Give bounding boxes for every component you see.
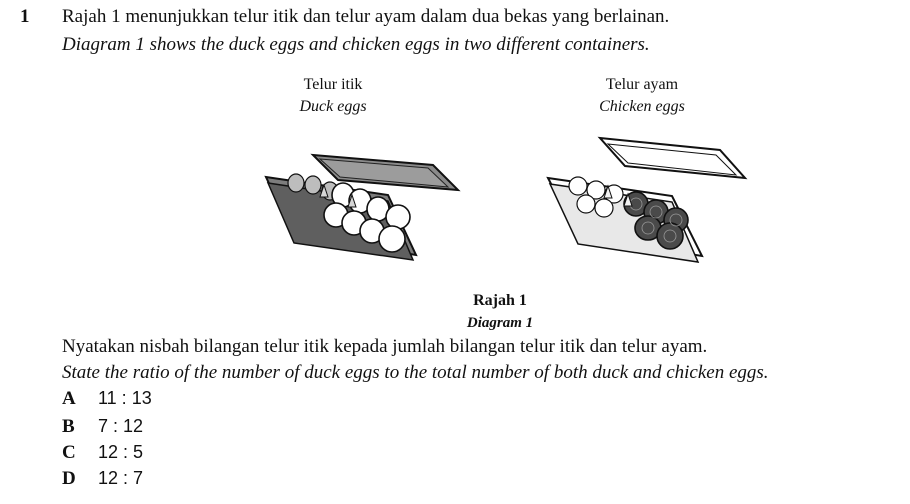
option-value: 12 : 7	[98, 468, 144, 488]
chicken-eggs-label-english: Chicken eggs	[599, 98, 685, 115]
duck-eggs-label	[268, 74, 398, 118]
option-letter: A	[62, 388, 76, 409]
chicken-egg-carton	[540, 128, 755, 276]
duck-eggs-label-malay: Telur itik	[303, 76, 363, 93]
question-stem-malay: Rajah 1 menunjukkan telur itik dan telur ayam dalam dua bekas yang berlainan.	[62, 6, 670, 27]
option-letter: C	[62, 442, 76, 463]
option-b[interactable]	[62, 416, 143, 438]
option-letter: D	[62, 468, 76, 489]
option-c[interactable]	[62, 442, 143, 464]
option-a[interactable]	[62, 388, 152, 410]
chicken-eggs-label-malay: Telur ayam	[605, 76, 679, 93]
option-value: 12 : 5	[98, 442, 144, 462]
diagram-caption-english: Diagram 1	[466, 315, 534, 331]
question-stem-english: Diagram 1 shows the duck eggs and chicken eggs in two different containers.	[62, 34, 650, 55]
option-value: 11 : 13	[98, 388, 152, 408]
prompt-malay: Nyatakan nisbah bilangan telur itik kepada jumlah bilangan telur itik dan telur ayam.	[62, 336, 708, 357]
option-letter: B	[62, 416, 75, 437]
duck-egg-carton	[258, 135, 468, 275]
chicken-eggs-label	[574, 74, 710, 118]
duck-eggs-label-english: Duck eggs	[299, 98, 367, 115]
option-value: 7 : 12	[98, 416, 144, 436]
question-number: 1	[20, 6, 30, 27]
prompt-english: State the ratio of the number of duck eggs to the total number of both duck and chicken eggs.	[62, 362, 769, 383]
option-d[interactable]	[62, 468, 143, 490]
diagram-caption-malay: Rajah 1	[473, 292, 527, 309]
